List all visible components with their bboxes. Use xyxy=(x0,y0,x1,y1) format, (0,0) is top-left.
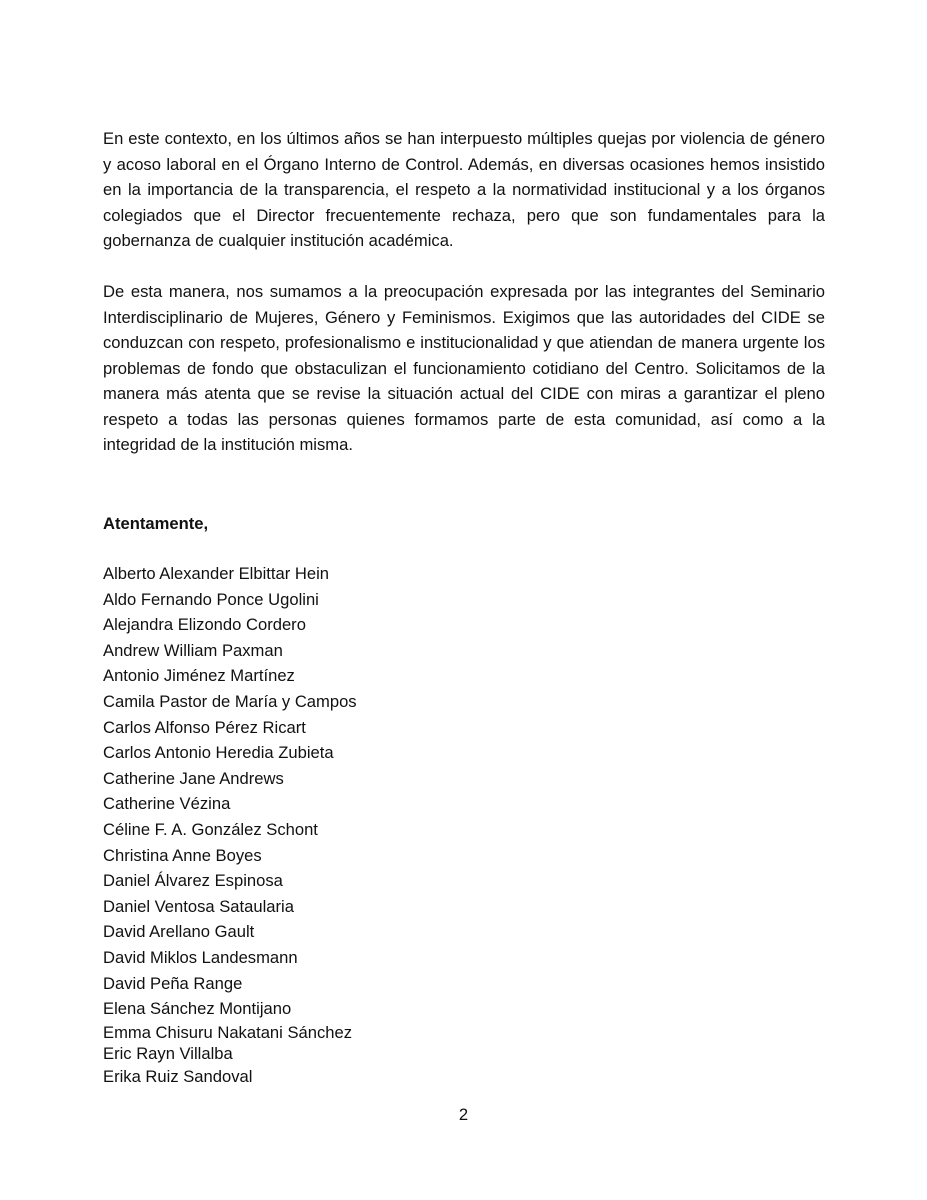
signatory-name: Carlos Alfonso Pérez Ricart xyxy=(103,717,306,737)
page-number: 2 xyxy=(458,1105,469,1124)
closing-salutation: Atentamente, xyxy=(103,514,209,533)
signatory-name: David Peña Range xyxy=(103,973,243,993)
signatory-name: Catherine Vézina xyxy=(103,794,231,814)
paragraph-demands: De esta manera, nos sumamos a la preocupación expresada por las integrantes del Seminario Interdisciplinario de Mujeres, Género y Feminismos. Exigimos que las autoridades del CIDE se conduzcan con respeto, profesionalismo e institucionalidad y que atiendan de manera urgente los problemas de fondo que obstaculizan el funcionamiento cotidiano del Centro. Solicitamos de la manera más atenta que se revise la situación actual del CIDE con miras a garantizar el pleno respeto a todas las personas quienes formamos parte de esta comunidad, así como a la integridad de la institución misma. xyxy=(103,282,825,454)
signatory-name: David Miklos Landesmann xyxy=(103,947,298,967)
signatory-name: Emma Chisuru Nakatani Sánchez xyxy=(103,1022,353,1042)
signatory-name: Elena Sánchez Montijano xyxy=(103,999,292,1019)
signatory-name: Carlos Antonio Heredia Zubieta xyxy=(103,743,334,763)
signatory-name: Alberto Alexander Elbittar Hein xyxy=(103,564,329,583)
paragraph-context: En este contexto, en los últimos años se han interpuesto múltiples quejas por violencia de género y acoso laboral en el Órgano Interno de Control. Además, en diversas ocasiones hemos insistido en la importancia de la transparencia, el respeto a la normatividad institucional y a los órganos colegiados que el Director frecuentemente rechaza, pero que son fundamentales para la gobernanza de cualquier institución académica. xyxy=(103,129,825,250)
signatory-name: Daniel Ventosa Sataularia xyxy=(103,896,294,916)
signatory-name: Eric Rayn Villalba xyxy=(103,1043,233,1063)
letter-body xyxy=(103,126,825,458)
signatory-name: Catherine Jane Andrews xyxy=(103,768,284,788)
signatory-name: Alejandra Elizondo Cordero xyxy=(103,615,306,635)
signatory-name: Andrew William Paxman xyxy=(103,640,283,660)
signatory-list xyxy=(103,561,357,1089)
signatory-name: Daniel Álvarez Espinosa xyxy=(103,871,283,891)
signatory-name: Christina Anne Boyes xyxy=(103,845,262,865)
signatory-name: Antonio Jiménez Martínez xyxy=(103,666,295,686)
signatory-name: Aldo Fernando Ponce Ugolini xyxy=(103,589,319,609)
signatory-name: David Arellano Gault xyxy=(103,922,255,942)
signatory-name: Camila Pastor de María y Campos xyxy=(103,691,357,711)
signatory-name: Erika Ruiz Sandoval xyxy=(103,1066,253,1086)
signatory-name: Céline F. A. González Schont xyxy=(103,819,318,839)
